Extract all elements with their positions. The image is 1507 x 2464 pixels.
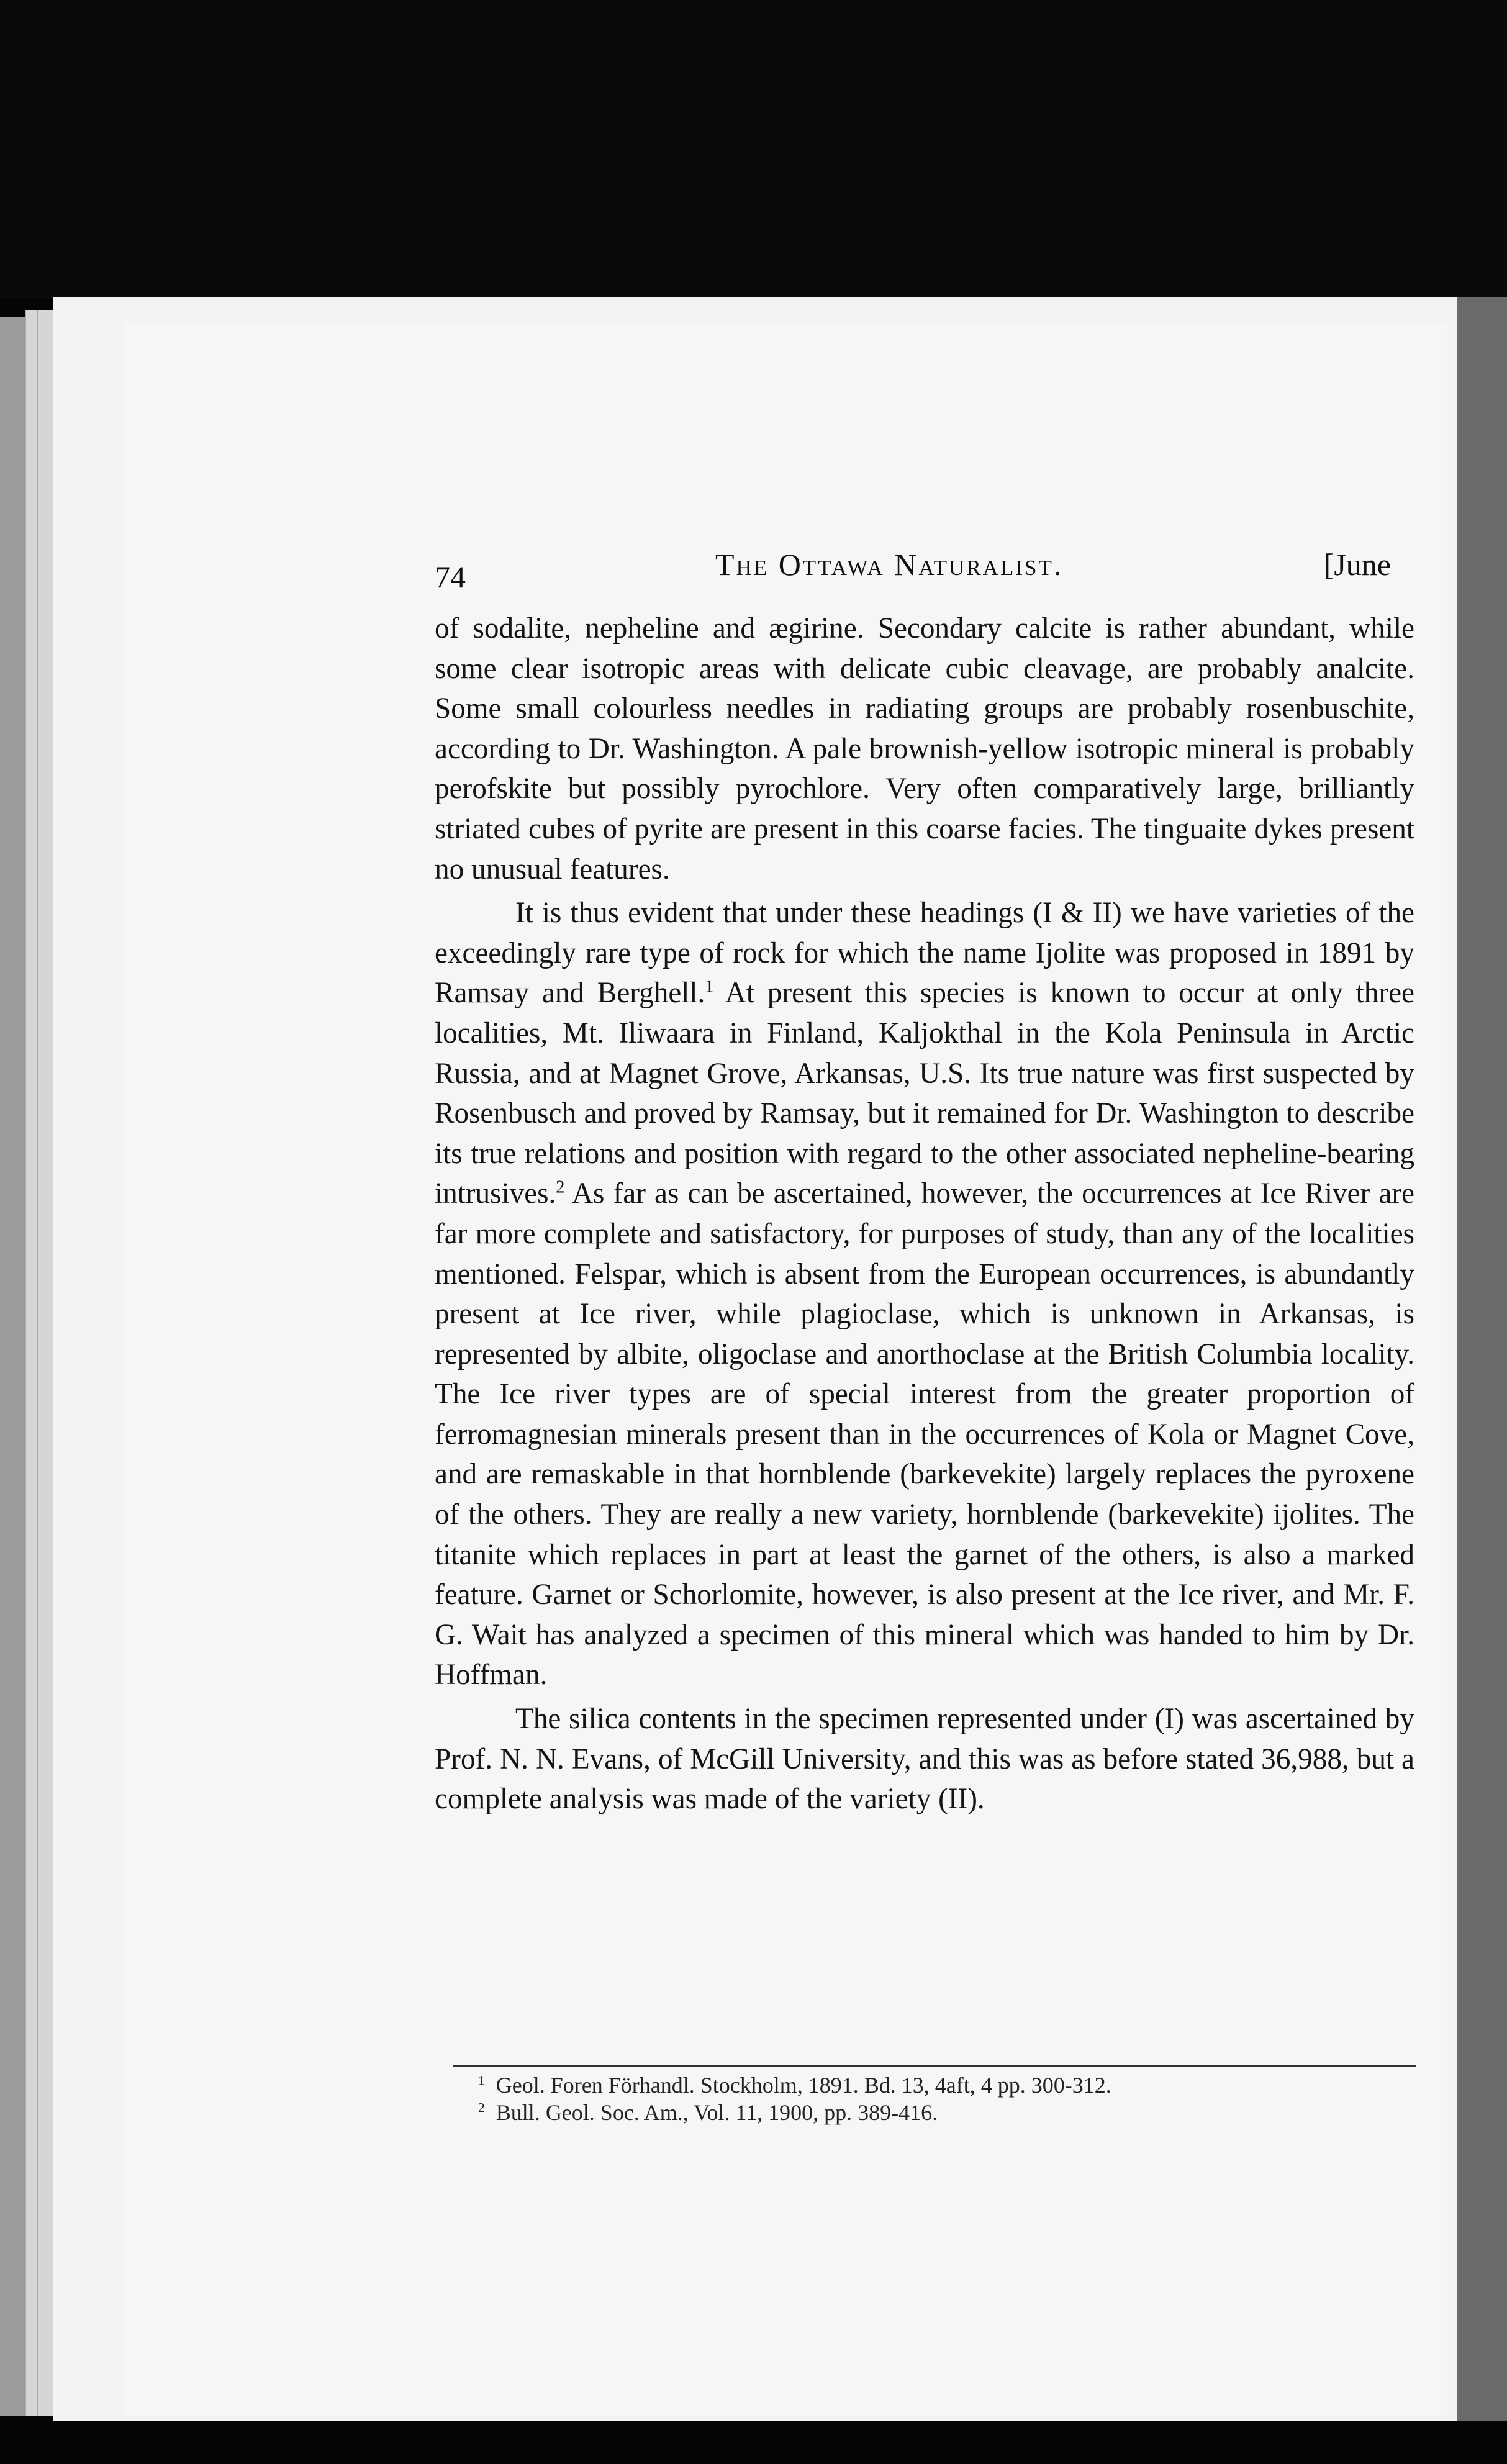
journal-title: The Ottawa Naturalist. (715, 547, 1064, 582)
scanner-background (0, 0, 1507, 298)
footnotes (478, 2072, 1416, 2126)
footnote-marker: 2 (478, 2100, 485, 2115)
paragraph: The silica contents in the specimen represented under (I) was ascertained by Prof. N. N. Evans, of McGill University, and this was as before stated 36,988, but a complete analysis was made of the variety (II). (435, 1703, 1414, 1816)
article-body (435, 609, 1414, 1819)
footnote-text: Geol. Foren Förhandl. Stockholm, 1891. Bd. 13, 4aft, 4 pp. 300-312. (496, 2073, 1111, 2098)
paragraph-text: As far as can be ascertained, however, the occurrences at Ice River are far more complete and satisfactory, for purposes of study, than any of the localities mentioned. Felspar, which is absent from the European occurrences, is abundantly present at Ice river, while plagioclase, which is unknown in Arkansas, is represented by albite, oligoclase and anorthoclase at the British Columbia locality. The Ice river types are of special interest from the greater proportion of ferromagnesian minerals present than in the occurrences of Kola or Magnet Cove, and are remaskable in that hornblende (barkevekite) largely replaces the pyroxene of the others. They are really a new variety, hornblende (barkevekite) ijolites. The titanite which replaces in part at least the garnet of the others, is also a marked feature. Garnet or Schorlomite, however, is also present at the Ice river, and Mr. F. G. Wait has analyzed a specimen of this mineral which was handed to him by Dr. Hoffman. (435, 1177, 1414, 1692)
footnote-reference: 2 (556, 1177, 565, 1197)
footnote (478, 2099, 1416, 2126)
paragraph (435, 893, 1414, 1695)
footnote-marker: 1 (478, 2073, 485, 2088)
page-number: 74 (435, 559, 466, 594)
paragraph-text: It is thus evident that under these headings (I & II) we have varieties of the exceedingly rare type of rock for which the name Ijolite was proposed in 1891 by Ramsay and Berghell. (435, 897, 1414, 1010)
footnote (478, 2072, 1416, 2099)
book-binding-edge (1457, 297, 1507, 2421)
paragraph-text: At present this species is known to occur at only three localities, Mt. Iliwaara in Finland, Kaljokthal in the Kola Peninsula in Arctic Russia, and at Magnet Grove, Arkansas, U.S. Its true nature was first suspected by Rosenbusch and proved by Ramsay, but it remained for Dr. Washington to describe its true relations and position with regard to the other associated nepheline-bearing intrusives. (435, 977, 1414, 1210)
footnote-text: Bull. Geol. Soc. Am., Vol. 11, 1900, pp. 389-416. (496, 2100, 938, 2125)
footnote-divider (453, 2065, 1416, 2067)
issue-month: [June (1323, 547, 1391, 582)
paragraph: of sodalite, nepheline and ægirine. Secondary calcite is rather abundant, while some clear isotropic areas with delicate cubic cleavage, are probably analcite. Some small colourless needles in radiating groups are probably rosenbuschite, according to Dr. Washington. A pale brownish-yellow isotropic mineral is probably perofskite but possibly pyrochlore. Very often comparatively large, brilliantly striated cubes of pyrite are present in this coarse facies. The tinguaite dykes present no unusual features. (435, 612, 1414, 886)
footnote-reference: 1 (705, 977, 714, 997)
running-header (435, 546, 1403, 594)
